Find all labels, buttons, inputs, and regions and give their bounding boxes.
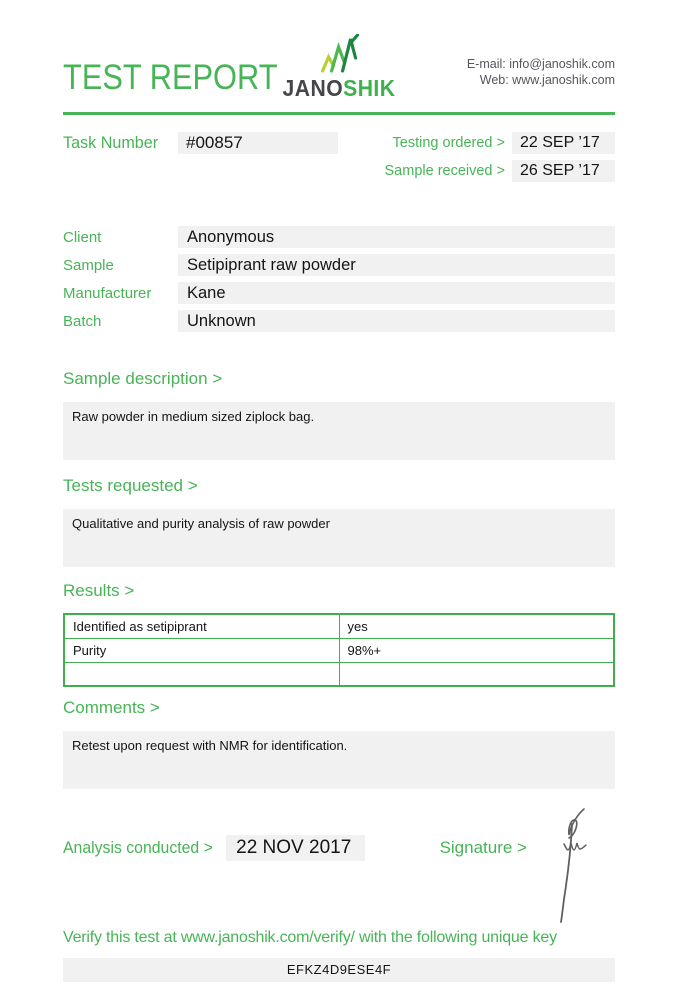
testing-ordered-value: 22 SEP ’17 xyxy=(512,132,615,154)
client-label: Client xyxy=(63,228,102,246)
sample-details xyxy=(63,226,615,332)
detail-row-client xyxy=(63,226,615,248)
task-number-value: #00857 xyxy=(178,132,338,154)
page-title: TEST REPORT xyxy=(63,58,278,97)
results-cell-value xyxy=(339,662,614,686)
contact-email: E-mail: info@janoshik.com xyxy=(466,57,615,71)
sample-label: Sample xyxy=(63,256,114,274)
logo-text-shik: SHIK xyxy=(343,75,396,101)
detail-row-manufacturer xyxy=(63,282,615,304)
sample-description-text: Raw powder in medium sized ziplock bag. xyxy=(63,402,615,460)
sample-received-row xyxy=(385,160,616,182)
results-heading: Results > xyxy=(63,581,135,600)
comments-text: Retest upon request with NMR for identification. xyxy=(63,731,615,789)
sample-received-value: 26 SEP ’17 xyxy=(512,160,615,182)
report-header xyxy=(63,0,615,115)
detail-row-sample xyxy=(63,254,615,276)
testing-ordered-label: Testing ordered > xyxy=(392,135,505,151)
task-row xyxy=(63,132,615,188)
results-row-identification xyxy=(64,614,614,638)
tests-requested-text: Qualitative and purity analysis of raw powder xyxy=(63,509,615,567)
results-cell-label: Identified as setipiprant xyxy=(64,614,339,638)
sample-value: Setipiprant raw powder xyxy=(178,254,615,276)
results-row-empty xyxy=(64,662,614,686)
logo-wordmark xyxy=(282,75,395,102)
logo-chart-icon xyxy=(316,34,362,74)
analysis-date-value: 22 NOV 2017 xyxy=(226,835,365,861)
analysis-signature-row xyxy=(63,834,615,862)
tests-requested-heading: Tests requested > xyxy=(63,476,198,495)
batch-label: Batch xyxy=(63,312,102,330)
results-cell-value: yes xyxy=(339,614,614,638)
client-value: Anonymous xyxy=(178,226,615,248)
analysis-conducted-label: Analysis conducted > xyxy=(63,838,213,857)
task-number-label: Task Number xyxy=(63,133,159,152)
results-row-purity xyxy=(64,638,614,662)
manufacturer-label: Manufacturer xyxy=(63,284,152,302)
janoshik-logo xyxy=(278,34,401,102)
results-cell-label xyxy=(64,662,339,686)
signature-label: Signature > xyxy=(439,838,527,857)
task-dates xyxy=(385,132,616,188)
logo-text-jano: JANO xyxy=(282,75,344,101)
contact-web: Web: www.janoshik.com xyxy=(479,73,615,87)
task-number-group xyxy=(63,132,338,154)
results-cell-label: Purity xyxy=(64,638,339,662)
results-table xyxy=(63,613,615,687)
manufacturer-value: Kane xyxy=(178,282,615,304)
verify-instruction: Verify this test at www.janoshik.com/verify/ with the following unique key xyxy=(63,929,557,946)
signature-image xyxy=(543,804,598,929)
sample-description-heading: Sample description > xyxy=(63,369,223,388)
sample-received-label: Sample received > xyxy=(384,163,505,179)
results-cell-value: 98%+ xyxy=(339,638,614,662)
testing-ordered-row xyxy=(385,132,616,154)
comments-heading: Comments > xyxy=(63,698,160,717)
unique-key-value: EFKZ4D9ESE4F xyxy=(63,958,615,982)
contact-info xyxy=(467,56,615,88)
detail-row-batch xyxy=(63,310,615,332)
batch-value: Unknown xyxy=(178,310,615,332)
